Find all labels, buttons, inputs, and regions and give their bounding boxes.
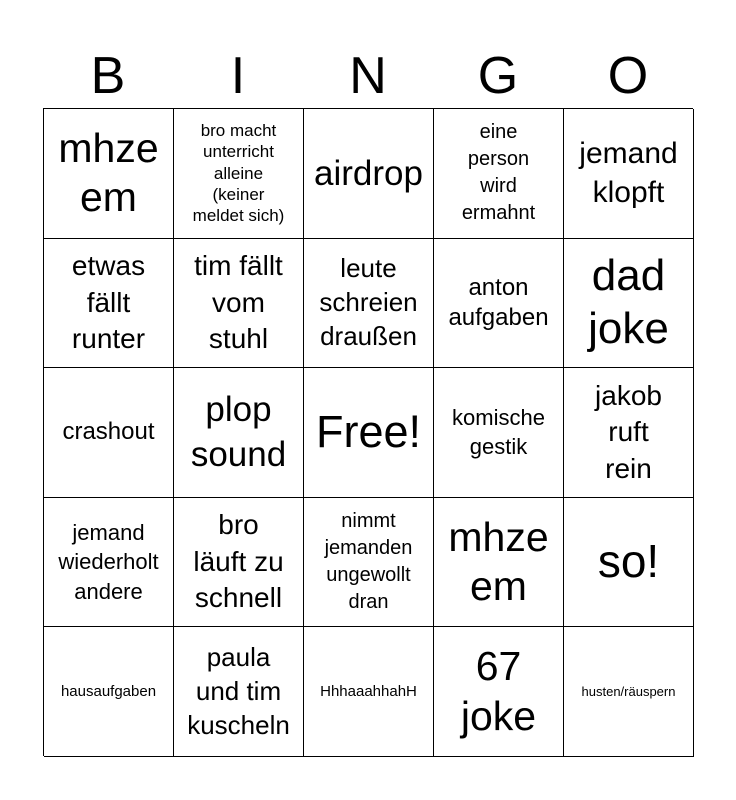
bingo-cell[interactable]: plop sound <box>174 368 304 498</box>
bingo-cell[interactable]: paula und tim kuscheln <box>174 627 304 757</box>
bingo-board <box>43 108 693 756</box>
bingo-header <box>43 44 693 108</box>
bingo-cell[interactable]: HhhaaahhahH <box>304 627 434 757</box>
bingo-cell[interactable]: so! <box>564 498 694 628</box>
header-letter-o: O <box>607 47 649 105</box>
bingo-cell[interactable]: eine person wird ermahnt <box>434 109 564 239</box>
bingo-cell[interactable]: jemand klopft <box>564 109 694 239</box>
bingo-cell[interactable]: jemand wiederholt andere <box>44 498 174 628</box>
bingo-cell[interactable]: mhze em <box>434 498 564 628</box>
header-letter-n: N <box>349 47 387 105</box>
bingo-cell[interactable]: tim fällt vom stuhl <box>174 239 304 369</box>
header-letter-i: I <box>230 47 246 105</box>
bingo-cell[interactable]: crashout <box>44 368 174 498</box>
header-letter-b: B <box>90 47 126 105</box>
bingo-cell[interactable]: nimmt jemanden ungewollt dran <box>304 498 434 628</box>
bingo-cell[interactable]: dad joke <box>564 239 694 369</box>
bingo-cell[interactable]: hausaufgaben <box>44 627 174 757</box>
bingo-cell[interactable]: jakob ruft rein <box>564 368 694 498</box>
free-cell[interactable]: Free! <box>304 368 434 498</box>
bingo-cell[interactable]: leute schreien draußen <box>304 239 434 369</box>
bingo-cell[interactable]: komische gestik <box>434 368 564 498</box>
header-letter-g: G <box>477 47 519 105</box>
bingo-cell[interactable]: mhze em <box>44 109 174 239</box>
bingo-cell[interactable]: bro läuft zu schnell <box>174 498 304 628</box>
bingo-cell[interactable]: anton aufgaben <box>434 239 564 369</box>
bingo-cell[interactable]: husten/räuspern <box>564 627 694 757</box>
bingo-cell[interactable]: bro macht unterricht alleine (keiner meldet sich) <box>174 109 304 239</box>
bingo-cell[interactable]: 67 joke <box>434 627 564 757</box>
bingo-cell[interactable]: airdrop <box>304 109 434 239</box>
bingo-cell[interactable]: etwas fällt runter <box>44 239 174 369</box>
